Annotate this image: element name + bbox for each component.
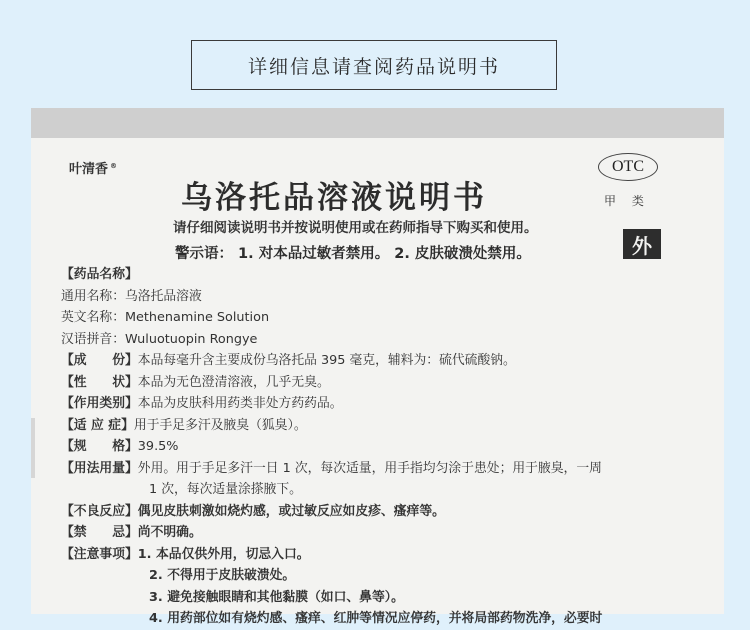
- field-english-name: [61, 307, 711, 329]
- field-label: 【禁 忌】: [61, 525, 138, 540]
- field-value: 乌洛托品溶液: [124, 288, 202, 304]
- field-label: 【适 应 症】: [61, 417, 134, 433]
- field-value: 1 次，每次适量涂搽腋下。: [149, 482, 302, 497]
- field-generic-name: [61, 286, 711, 308]
- field-label: 汉语拼音：: [61, 331, 125, 347]
- category-label: 甲 类: [604, 194, 650, 208]
- field-value: 本品为皮肤科用药类非处方药药品。: [137, 396, 343, 411]
- field-label: 【用法用量】: [61, 460, 138, 476]
- otc-badge-text: OTC: [612, 158, 644, 175]
- field-drug-name: [61, 264, 711, 286]
- field-value: 本品为无色澄清溶液，几乎无臭。: [137, 374, 330, 390]
- field-dosage-continued: [61, 479, 711, 501]
- field-value: 2. 不得用于皮肤破溃处。: [149, 568, 296, 583]
- field-label: 【成 份】: [61, 353, 138, 368]
- field-label: 【不良反应】: [61, 503, 138, 519]
- paper-top-edge: [31, 108, 724, 138]
- field-value: 用于手足多汗及腋臭（狐臭）。: [133, 417, 307, 433]
- banner-text: 详细信息请查阅药品说明书: [247, 55, 500, 78]
- field-indications: [61, 415, 711, 437]
- field-specification: [61, 436, 711, 458]
- field-appearance: [61, 372, 711, 394]
- field-label: 通用名称：: [61, 288, 125, 304]
- field-value: 尚不明确。: [137, 525, 202, 540]
- field-value: Wuluotuopin Rongye: [124, 331, 258, 347]
- info-banner: [191, 40, 557, 90]
- field-value: 4. 用药部位如有烧灼感、瘙痒、红肿等情况应停药，并将局部药物洗净，必要时: [149, 611, 603, 626]
- external-use-badge: 外: [623, 229, 661, 259]
- field-precautions: [61, 544, 711, 566]
- field-label: 英文名称：: [61, 310, 125, 325]
- brand-name: 叶清香: [69, 162, 109, 177]
- leaflet-photo: [31, 108, 724, 626]
- paper-side-mark: [31, 418, 35, 478]
- warning-line: 警示语： 1. 对本品过敏者禁用。 2. 皮肤破溃处禁用。: [175, 246, 531, 262]
- field-label: 【规 格】: [61, 439, 138, 454]
- field-value: 本品每毫升含主要成份乌洛托品 395 毫克，辅料为：硫代硫酸钠。: [137, 353, 516, 368]
- field-adverse-reactions: [61, 501, 711, 523]
- field-precautions-item: [61, 587, 711, 609]
- field-label: 【药品名称】: [61, 267, 138, 282]
- usage-instruction: 请仔细阅读说明书并按说明使用或在药师指导下购买和使用。: [173, 220, 538, 236]
- registered-mark: ®: [110, 161, 118, 170]
- field-value: 1. 本品仅供外用，切忌入口。: [137, 546, 310, 562]
- field-dosage: [61, 458, 711, 480]
- otc-badge: [598, 153, 658, 181]
- leaflet-fields: [61, 264, 711, 630]
- field-label: 【性 状】: [61, 374, 138, 390]
- field-pinyin: [61, 329, 711, 351]
- leaflet-title: 乌洛托品溶液说明书: [181, 180, 487, 216]
- brand-logo: [69, 158, 117, 177]
- field-label: 【作用类别】: [61, 396, 138, 411]
- field-value: 39.5%: [137, 439, 179, 454]
- field-value: 外用。用于手足多汗一日 1 次，每次适量，用手指均匀涂于患处；用于腋臭，一周: [137, 460, 602, 476]
- field-value: 3. 避免接触眼睛和其他黏膜（如口、鼻等）。: [149, 589, 404, 605]
- field-value: 偶见皮肤刺激如烧灼感，或过敏反应如皮疹、瘙痒等。: [137, 503, 445, 519]
- field-label: 【注意事项】: [61, 546, 138, 562]
- field-contraindications: [61, 522, 711, 544]
- field-ingredients: [61, 350, 711, 372]
- field-precautions-item: [61, 565, 711, 587]
- field-value: Methenamine Solution: [124, 310, 270, 325]
- field-category: [61, 393, 711, 415]
- field-precautions-item: [61, 608, 711, 630]
